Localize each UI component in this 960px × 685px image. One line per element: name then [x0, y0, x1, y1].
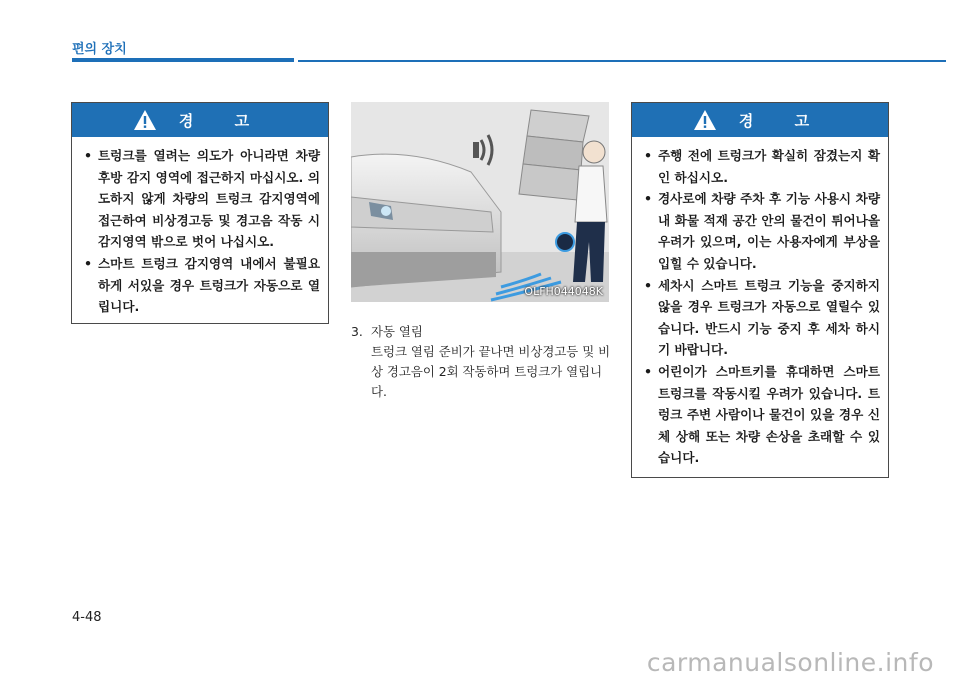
car-and-person-illustration [351, 102, 609, 302]
step-auto-open [351, 322, 613, 402]
warning-title: 경 고 [738, 111, 828, 130]
page-number: 4-48 [72, 610, 102, 625]
warning-box-right [631, 102, 889, 478]
watermark-text: carmanualsonline.info [646, 648, 934, 677]
trunk-illustration [351, 102, 609, 302]
warning-header [72, 103, 328, 137]
warning-triangle-icon [133, 109, 157, 131]
warning-title: 경 고 [178, 111, 268, 130]
warning-item: • 트렁크를 열려는 의도가 아니라면 차량 후방 감지 영역에 접근하지 마십시오. 의도하지 않게 차량의 트렁크 감지영역에 접근하여 비상경고등 및 경고음 작동 시 감지영역 밖으로 벗어 나십시오. [84, 145, 320, 253]
warning-list [632, 137, 888, 477]
warning-triangle-icon [693, 109, 717, 131]
step-heading [351, 322, 613, 342]
warning-list [72, 137, 328, 326]
warning-item: • 주행 전에 트렁크가 확실히 잠겼는지 확인 하십시오. [644, 145, 880, 188]
section-title: 편의 장치 [72, 42, 127, 57]
header-rule-thin [298, 60, 946, 62]
warning-item: • 세차시 스마트 트렁크 기능을 중지하지 않을 경우 트렁크가 자동으로 열릴수 있습니다. 반드시 기능 중지 후 세차 하시기 바랍니다. [644, 275, 880, 361]
header-rule-thick [72, 58, 294, 62]
figure-code: OLFH044048K [524, 285, 603, 298]
step-description: 트렁크 열림 준비가 끝나면 비상경고등 및 비상 경고음이 2회 작동하며 트렁크가 열립니다. [371, 344, 611, 399]
warning-item: • 경사로에 차량 주차 후 기능 사용시 차량내 화물 적재 공간 안의 물건이 튀어나올 우려가 있으며, 이는 사용자에게 부상을 입힐 수 있습니다. [644, 188, 880, 274]
step-title: 자동 열림 [371, 324, 423, 339]
warning-item: • 어린이가 스마트키를 휴대하면 스마트 트렁크를 작동시킬 우려가 있습니다. 트렁크 주변 사람이나 물건이 있을 경우 신체 상해 또는 차량 손상을 초래할 수 있습니다. [644, 361, 880, 469]
warning-box-left [71, 102, 329, 324]
step-number: 3. [351, 324, 363, 339]
warning-header [632, 103, 888, 137]
warning-item: • 스마트 트렁크 감지영역 내에서 불필요하게 서있을 경우 트렁크가 자동으로 열립니다. [84, 253, 320, 318]
